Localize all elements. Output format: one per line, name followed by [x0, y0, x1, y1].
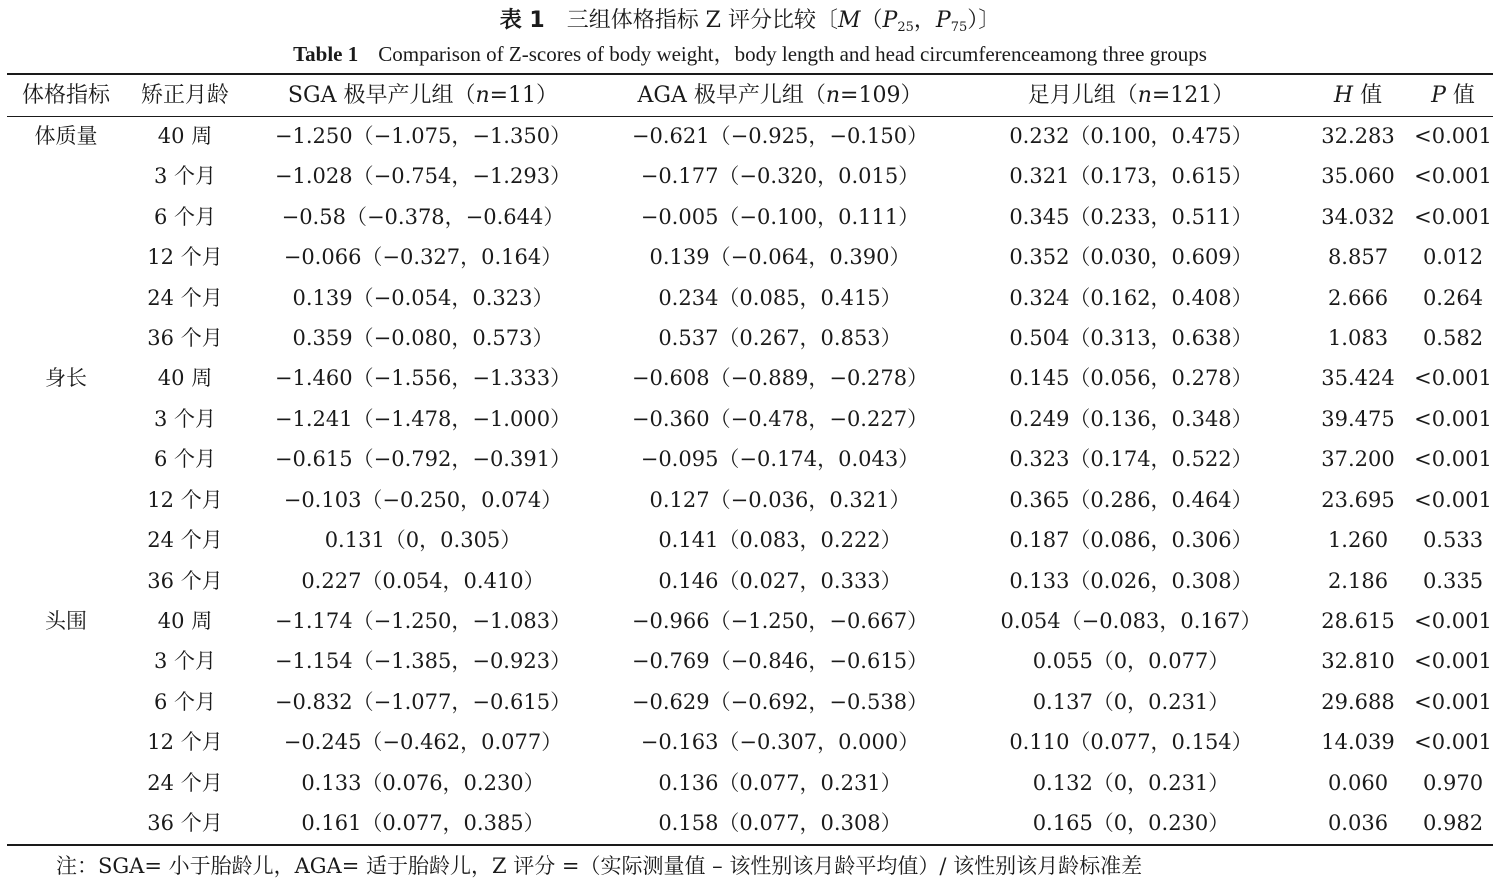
- cell-sga: 0.161（0.077，0.385）: [301, 811, 545, 836]
- cell-age: 3 个月: [153, 406, 217, 431]
- cell-full-term: 0.133（0.026，0.308）: [1009, 568, 1253, 593]
- cell-indicator: [7, 480, 125, 520]
- header-indicator: 体格指标: [21, 83, 110, 108]
- cell-full-term: 0.504（0.313，0.638）: [1009, 325, 1253, 350]
- cell-sga: −0.103（−0.250，0.074）: [283, 487, 563, 512]
- cell-age: 36 个月: [147, 568, 223, 593]
- cell-sga: 0.131（0，0.305）: [324, 528, 522, 553]
- cell-sga: 0.359（−0.080，0.573）: [292, 325, 554, 350]
- cell-p-value: <0.001: [1414, 609, 1492, 634]
- cell-full-term: 0.165（0，0.230）: [1032, 811, 1230, 836]
- title-close-paren: ）〕: [967, 8, 1001, 33]
- cell-age: 6 个月: [153, 447, 217, 472]
- header-p-letter: P: [1431, 83, 1446, 108]
- title-p25-symbol: P: [882, 8, 898, 33]
- table-row: [7, 803, 1493, 843]
- cell-sga: −0.58（−0.378，−0.644）: [281, 204, 565, 229]
- table-footnote: 注：SGA= 小于胎龄儿，AGA= 适于胎龄儿，Z 评分 =（实际测量值 – 该性别该月龄平均值）/ 该性别该月龄标准差: [56, 854, 1143, 878]
- cell-h-value: 34.032: [1321, 204, 1395, 229]
- cell-h-value: 2.666: [1327, 285, 1389, 310]
- cell-sga: −0.832（−1.077，−0.615）: [274, 689, 572, 714]
- cell-aga: −0.163（−0.307，0.000）: [640, 730, 920, 755]
- cell-full-term: 0.132（0，0.231）: [1032, 770, 1230, 795]
- header-aga-n: n: [825, 83, 841, 108]
- table-label-cn: 表 1: [499, 8, 545, 33]
- table-row: [7, 682, 1493, 722]
- cell-sga: −1.174（−1.250，−1.083）: [274, 609, 572, 634]
- cell-p-value: 0.533: [1422, 528, 1484, 553]
- cell-sga: −0.615（−0.792，−0.391）: [274, 447, 572, 472]
- cell-aga: −0.608（−0.889，−0.278）: [631, 366, 929, 391]
- cell-full-term: 0.249（0.136，0.348）: [1009, 406, 1253, 431]
- cell-aga: 0.234（0.085，0.415）: [658, 285, 902, 310]
- cell-full-term: 0.365（0.286，0.464）: [1009, 487, 1253, 512]
- cell-aga: 0.537（0.267，0.853）: [658, 325, 902, 350]
- cell-age: 6 个月: [153, 204, 217, 229]
- cell-h-value: 29.688: [1321, 689, 1395, 714]
- header-sga-suffix: =11）: [489, 83, 559, 108]
- cell-aga: 0.136（0.077，0.231）: [658, 770, 902, 795]
- header-aga: [601, 75, 959, 116]
- cell-h-value: 14.039: [1321, 730, 1395, 755]
- table-row: [7, 277, 1493, 317]
- cell-aga: 0.127（−0.036，0.321）: [649, 487, 911, 512]
- cell-aga: 0.146（0.027，0.333）: [658, 568, 902, 593]
- cell-indicator: [7, 439, 125, 479]
- header-full-term: [959, 75, 1303, 116]
- title-p75-symbol: P: [935, 8, 951, 33]
- cell-p-value: 0.264: [1422, 285, 1484, 310]
- cell-age: 36 个月: [147, 811, 223, 836]
- cell-p-value: <0.001: [1414, 124, 1492, 148]
- cell-indicator: [7, 156, 125, 196]
- cell-age: 12 个月: [147, 487, 223, 512]
- cell-indicator: [7, 237, 125, 277]
- cell-indicator: [7, 318, 125, 358]
- cell-indicator: [7, 641, 125, 681]
- cell-age: 12 个月: [147, 730, 223, 755]
- cell-aga: −0.095（−0.174，0.043）: [640, 447, 920, 472]
- header-age: 矫正月龄: [140, 83, 229, 108]
- cell-indicator: [7, 520, 125, 560]
- cell-indicator: 体质量: [34, 124, 98, 148]
- cell-sga: 0.139（−0.054，0.323）: [292, 285, 554, 310]
- title-open-paren: （: [860, 8, 883, 33]
- title-p75-subscript: 75: [950, 20, 968, 35]
- table-row: [7, 763, 1493, 803]
- cell-aga: −0.005（−0.100，0.111）: [640, 204, 920, 229]
- cell-full-term: 0.321（0.173，0.615）: [1009, 164, 1253, 189]
- cell-aga: −0.769（−0.846，−0.615）: [631, 649, 929, 674]
- header-aga-suffix: =109）: [840, 83, 923, 108]
- cell-full-term: 0.187（0.086，0.306）: [1009, 528, 1253, 553]
- table-title-en: [0, 38, 1500, 70]
- cell-indicator: 头围: [45, 609, 87, 634]
- cell-indicator: 身长: [45, 366, 87, 391]
- table-row: [7, 641, 1493, 681]
- cell-h-value: 28.615: [1321, 609, 1395, 634]
- table-bottom-rule: [7, 844, 1493, 846]
- cell-aga: −0.177（−0.320，0.015）: [640, 164, 920, 189]
- table-row: [7, 560, 1493, 600]
- cell-aga: −0.621（−0.925，−0.150）: [631, 124, 929, 148]
- cell-h-value: 35.424: [1321, 366, 1395, 391]
- cell-aga: −0.629（−0.692，−0.538）: [631, 689, 929, 714]
- cell-age: 24 个月: [147, 285, 223, 310]
- cell-indicator: [7, 560, 125, 600]
- cell-h-value: 8.857: [1327, 245, 1389, 270]
- table-row: [7, 480, 1493, 520]
- header-sga-prefix: SGA 极早产儿组（: [287, 83, 476, 108]
- table-header-row: [7, 75, 1493, 116]
- cell-full-term: 0.137（0，0.231）: [1032, 689, 1230, 714]
- cell-p-value: 0.982: [1422, 811, 1484, 836]
- cell-p-value: 0.335: [1422, 568, 1484, 593]
- header-h-letter: H: [1333, 83, 1354, 108]
- cell-age: 24 个月: [147, 528, 223, 553]
- cell-aga: 0.139（−0.064，0.390）: [649, 245, 911, 270]
- header-h-value: [1303, 75, 1413, 116]
- cell-full-term: 0.054（−0.083，0.167）: [1000, 609, 1262, 634]
- header-aga-prefix: AGA 极早产儿组（: [637, 83, 826, 108]
- cell-full-term: 0.323（0.174，0.522）: [1009, 447, 1253, 472]
- cell-full-term: 0.145（0.056，0.278）: [1009, 366, 1253, 391]
- cell-sga: −1.154（−1.385，−0.923）: [274, 649, 572, 674]
- cell-indicator: [7, 803, 125, 843]
- cell-p-value: 0.970: [1422, 770, 1484, 795]
- table-title-en-text: Comparison of Z-scores of body weight，body length and head circumferenceamong three groups: [378, 42, 1207, 66]
- cell-p-value: <0.001: [1414, 689, 1492, 714]
- cell-age: 6 个月: [153, 689, 217, 714]
- cell-aga: 0.158（0.077，0.308）: [658, 811, 902, 836]
- title-p25-subscript: 25: [897, 20, 914, 35]
- cell-sga: 0.227（0.054，0.410）: [301, 568, 545, 593]
- cell-age: 40 周: [157, 609, 213, 634]
- cell-h-value: 0.036: [1327, 811, 1389, 836]
- cell-h-value: 23.695: [1321, 487, 1395, 512]
- cell-h-value: 1.260: [1327, 528, 1389, 553]
- cell-h-value: 1.083: [1327, 325, 1389, 350]
- header-full-prefix: 足月儿组（: [1027, 83, 1138, 108]
- zscore-table: [7, 75, 1493, 843]
- cell-p-value: <0.001: [1414, 730, 1492, 755]
- cell-h-value: 37.200: [1321, 447, 1395, 472]
- header-full-suffix: =121）: [1151, 83, 1235, 108]
- cell-age: 36 个月: [147, 325, 223, 350]
- cell-p-value: <0.001: [1414, 649, 1492, 674]
- cell-h-value: 0.060: [1327, 770, 1389, 795]
- header-p-suffix: 值: [1445, 83, 1475, 108]
- cell-aga: −0.966（−1.250，−0.667）: [631, 609, 929, 634]
- table-title-cn: [0, 4, 1500, 38]
- table-row: [7, 196, 1493, 236]
- table-row: [7, 237, 1493, 277]
- table-row: [7, 722, 1493, 762]
- table-title-cn-text: 三组体格指标 Z 评分比较〔: [566, 8, 838, 33]
- cell-p-value: 0.582: [1422, 325, 1484, 350]
- table-row: [7, 116, 1493, 156]
- cell-sga: 0.133（0.076，0.230）: [301, 770, 545, 795]
- cell-full-term: 0.324（0.162，0.408）: [1009, 285, 1253, 310]
- title-comma: ，: [913, 8, 936, 33]
- cell-sga: −1.028（−0.754，−1.293）: [274, 164, 572, 189]
- cell-full-term: 0.345（0.233，0.511）: [1009, 204, 1253, 229]
- table-row: [7, 601, 1493, 641]
- table-row: [7, 156, 1493, 196]
- cell-p-value: <0.001: [1414, 406, 1492, 431]
- cell-p-value: <0.001: [1414, 366, 1492, 391]
- cell-age: 12 个月: [147, 245, 223, 270]
- cell-age: 24 个月: [147, 770, 223, 795]
- cell-indicator: [7, 722, 125, 762]
- cell-full-term: 0.352（0.030，0.609）: [1009, 245, 1253, 270]
- title-median-symbol: M: [837, 8, 861, 33]
- cell-indicator: [7, 277, 125, 317]
- table-row: [7, 318, 1493, 358]
- header-sga: [245, 75, 601, 116]
- cell-age: 40 周: [157, 366, 213, 391]
- cell-indicator: [7, 682, 125, 722]
- cell-h-value: 2.186: [1327, 568, 1389, 593]
- table-row: [7, 399, 1493, 439]
- cell-h-value: 32.283: [1321, 124, 1395, 148]
- cell-h-value: 32.810: [1321, 649, 1395, 674]
- cell-indicator: [7, 196, 125, 236]
- table-row: [7, 358, 1493, 398]
- cell-aga: −0.360（−0.478，−0.227）: [631, 406, 929, 431]
- cell-age: 40 周: [157, 124, 213, 148]
- cell-p-value: <0.001: [1414, 164, 1492, 189]
- header-h-suffix: 值: [1353, 83, 1383, 108]
- cell-full-term: 0.232（0.100，0.475）: [1009, 124, 1253, 148]
- cell-sga: −1.460（−1.556，−1.333）: [274, 366, 572, 391]
- cell-p-value: <0.001: [1414, 204, 1492, 229]
- cell-age: 3 个月: [153, 649, 217, 674]
- cell-full-term: 0.055（0，0.077）: [1032, 649, 1230, 674]
- header-full-n: n: [1137, 83, 1152, 108]
- cell-h-value: 39.475: [1321, 406, 1395, 431]
- cell-full-term: 0.110（0.077，0.154）: [1009, 730, 1253, 755]
- cell-h-value: 35.060: [1321, 164, 1395, 189]
- cell-p-value: <0.001: [1414, 487, 1492, 512]
- cell-sga: −0.066（−0.327，0.164）: [283, 245, 563, 270]
- table-row: [7, 439, 1493, 479]
- cell-sga: −1.250（−1.075，−1.350）: [274, 124, 572, 148]
- cell-indicator: [7, 399, 125, 439]
- cell-p-value: 0.012: [1422, 245, 1484, 270]
- cell-age: 3 个月: [153, 164, 217, 189]
- header-p-value: [1413, 75, 1493, 116]
- table-row: [7, 520, 1493, 560]
- cell-p-value: <0.001: [1414, 447, 1492, 472]
- cell-aga: 0.141（0.083，0.222）: [658, 528, 902, 553]
- header-sga-n: n: [475, 83, 490, 108]
- cell-sga: −0.245（−0.462，0.077）: [283, 730, 563, 755]
- table-label-en: Table 1: [293, 42, 359, 66]
- cell-sga: −1.241（−1.478，−1.000）: [274, 406, 572, 431]
- cell-indicator: [7, 763, 125, 803]
- table-body: [7, 116, 1493, 843]
